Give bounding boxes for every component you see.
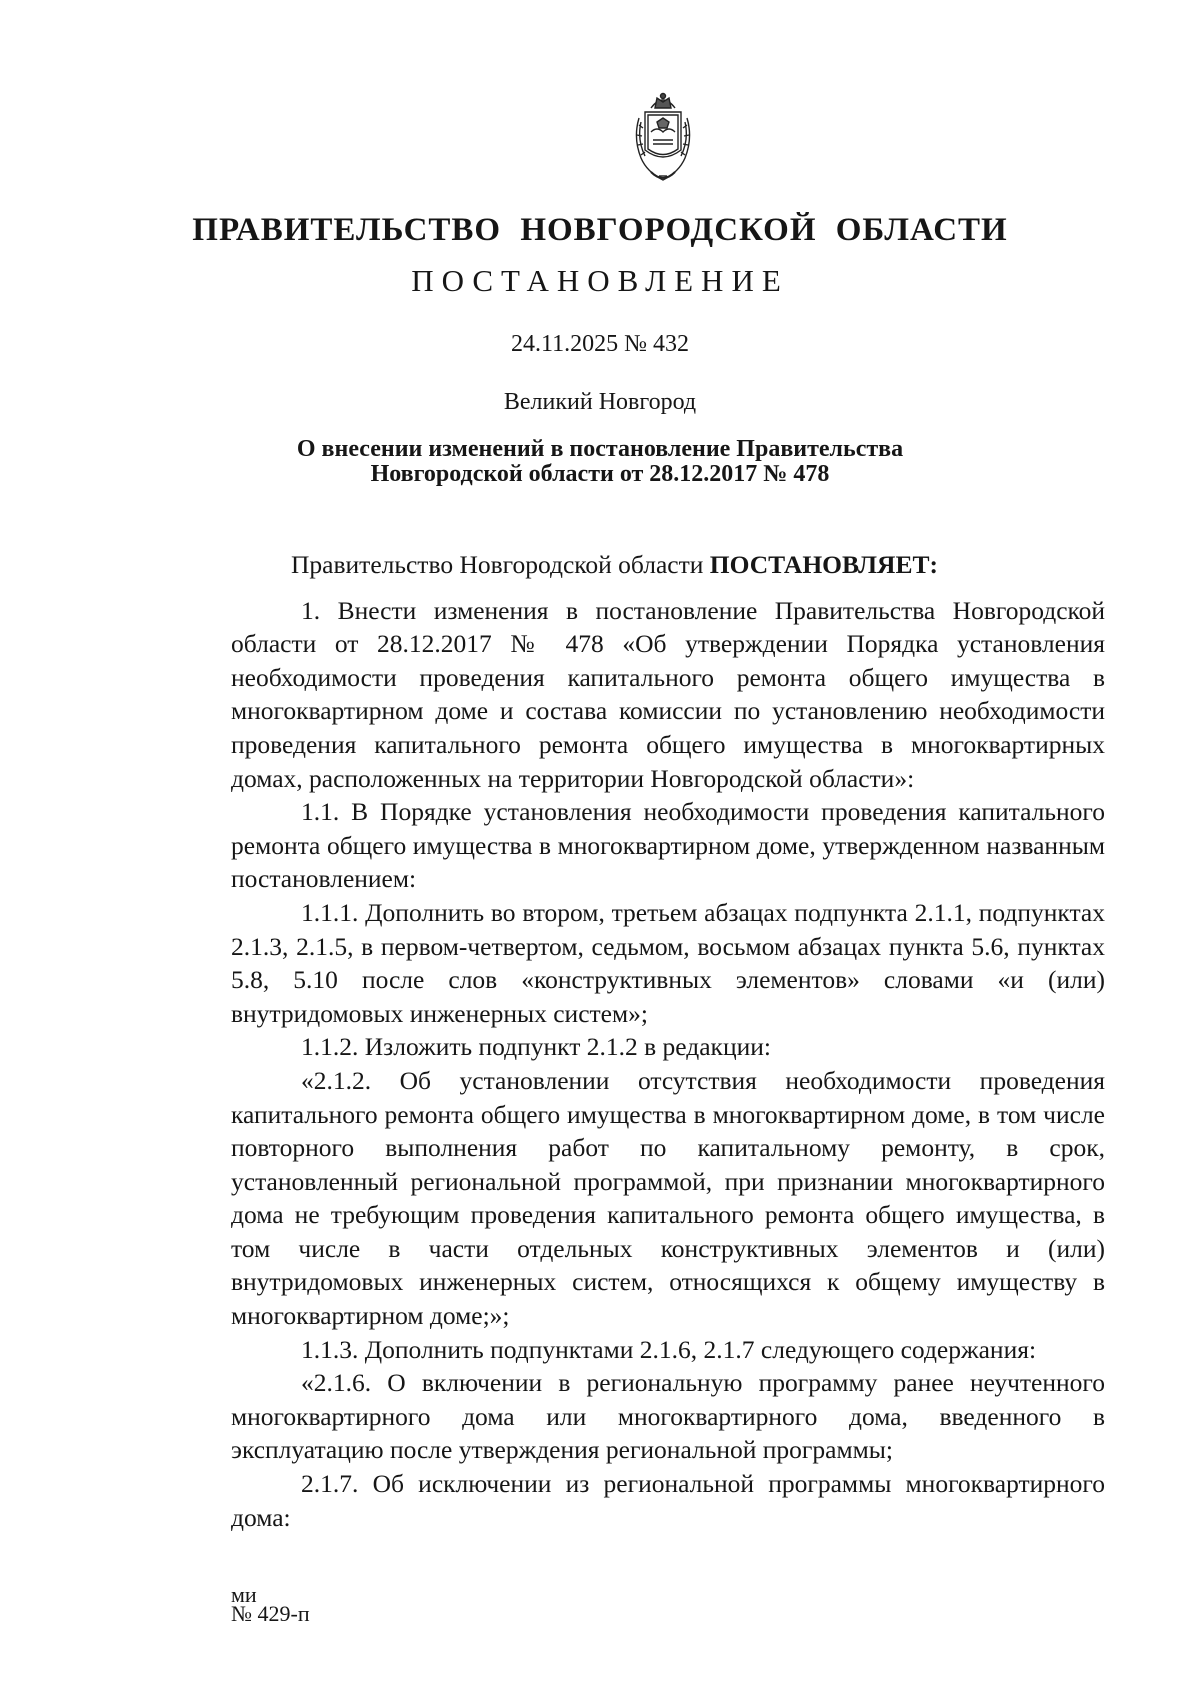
paragraph: 2.1.7. Об исключении из региональной программы многоквартирного дома: — [231, 1469, 1105, 1532]
document-type: ПОСТАНОВЛЕНИЕ — [411, 263, 789, 298]
preamble-text: Правительство Новгородской области — [291, 550, 710, 579]
government-name: ПРАВИТЕЛЬСТВО НОВГОРОДСКОЙ ОБЛАСТИ — [192, 212, 1008, 248]
city: Великий Новгород — [503, 389, 697, 415]
document-title — [0, 437, 1200, 487]
paragraph: 1.1.2. Изложить подпункт 2.1.2 в редакции: — [301, 1032, 771, 1062]
footer-initials: ми — [231, 1582, 257, 1607]
paragraph: «2.1.2. Об установлении отсутствия необходимости проведения капитального ремонта общего имущества в многоквартирном доме, в том числе повторного выполнения работ по капитальному ремонту, в срок, установленный региональной программой, при признании многоквартирного дома не требующим проведения капитального ремонта общего имущества, в том числе в части отдельных конструктивных элементов и (или) внутридомовых инженерных систем, относящихся к общему имуществу в многоквартирном доме;»; — [231, 1065, 1105, 1331]
preamble — [231, 548, 1105, 582]
paragraph: 1.1. В Порядке установления необходимости проведения капитального ремонта общего имущества в многоквартирном доме, утвержденном названным постановлением: — [231, 797, 1105, 894]
paragraph: «2.1.6. О включении в региональную программу ранее неучтенного многоквартирного дома или многоквартирного дома, введенного в эксплуатацию после утверждения региональной программы; — [231, 1368, 1105, 1465]
title-line-2: Новгородской области от 28.12.2017 № 478 — [370, 461, 830, 487]
paragraph: 1. Внести изменения в постановление Правительства Новгородской области от 28.12.2017 № 478 «Об утверждении Порядка установления необходимости проведения капитального ремонта общего имущества в многоквартирном доме и состава комиссии по установлению необходимости проведения капитального ремонта общего имущества в многоквартирных домах, расположенных на территории Новгородской области»: — [231, 595, 1105, 793]
title-line-1: О внесении изменений в постановление Правительства — [296, 436, 904, 462]
date-number: 24.11.2025 № 432 — [510, 331, 689, 357]
paragraph: 1.1.1. Дополнить во втором, третьем абзацах подпункта 2.1.1, подпунктах 2.1.3, 2.1.5, в первом-четвертом, седьмом, восьмом абзацах пункта 5.6, пунктах 5.8, 5.10 после слов «конструктивных элементов» словами «и (или) внутридомовых инженерных систем»; — [231, 897, 1105, 1028]
document-body — [231, 548, 1105, 1534]
paragraph: 1.1.3. Дополнить подпунктами 2.1.6, 2.1.7 следующего содержания: — [301, 1334, 1037, 1364]
coat-of-arms-icon — [631, 88, 695, 188]
footer-reg-number: № 429-п — [231, 1601, 310, 1626]
preamble-keyword: ПОСТАНОВЛЯЕТ: — [709, 550, 938, 579]
footer-registration — [231, 1582, 310, 1626]
coat-of-arms-emblem — [631, 88, 695, 188]
